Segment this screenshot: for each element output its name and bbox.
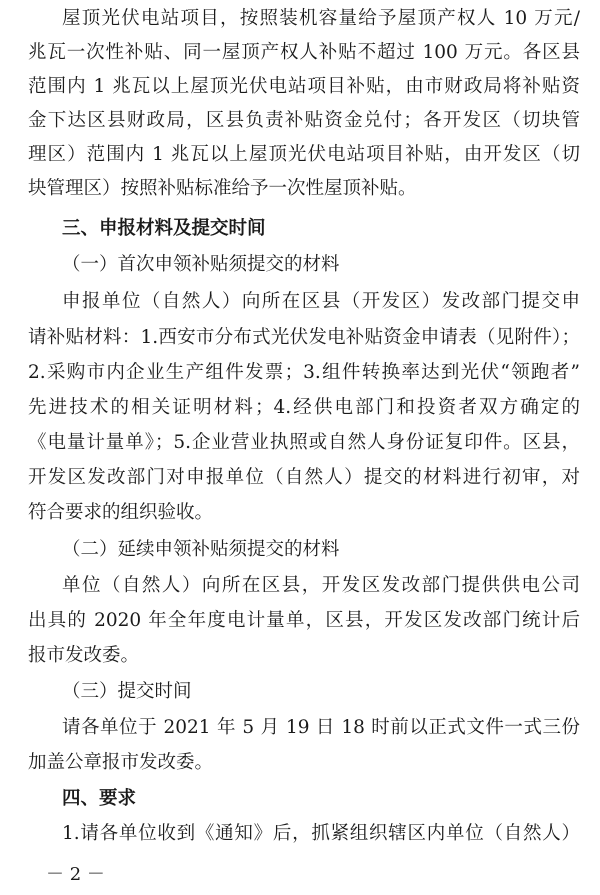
body-line: 《电量计量单》；5.企业营业执照或自然人身份证复印件。区县， (28, 432, 580, 453)
section-heading: 四、要求 (62, 788, 137, 809)
body-line: 申报单位（自然人）向所在区县（开发区）发改部门提交申 (62, 291, 580, 312)
body-line: 块管理区）按照补贴标准给予一次性屋顶补贴。 (28, 178, 417, 199)
body-line: 理区）范围内 1 兆瓦以上屋顶光伏电站项目补贴，由开发区（切 (28, 144, 580, 165)
body-line: 出具的 2020 年全年度电计量单，区县，开发区发改部门统计后 (28, 610, 580, 631)
body-line: 请各单位于 2021 年 5 月 19 日 18 时前以正式文件一式三份 (62, 717, 580, 738)
page-number: － 2 － (46, 864, 105, 885)
body-line: 兆瓦一次性补贴、同一屋顶产权人补贴不超过 100 万元。各区县 (28, 42, 580, 63)
subsection-heading: （一）首次申领补贴须提交的材料 (62, 254, 340, 275)
body-line: 金下达区县财政局，区县负责补贴资金兑付；各开发区（切块管 (28, 110, 580, 131)
body-line: 1.请各单位收到《通知》后，抓紧组织辖区内单位（自然人） (62, 823, 580, 844)
body-line: 符合要求的组织验收。 (28, 502, 214, 523)
body-line: 报市发改委。 (28, 645, 140, 666)
subsection-heading: （三）提交时间 (62, 681, 192, 702)
body-line: 加盖公章报市发改委。 (28, 752, 214, 773)
body-line: 单位（自然人）向所在区县，开发区发改部门提供供电公司 (62, 575, 580, 596)
body-line: 2.采购市内企业生产组件发票；3.组件转换率达到光伏“领跑者” (28, 362, 580, 383)
body-line: 先进技术的相关证明材料；4.经供电部门和投资者双方确定的 (28, 397, 580, 418)
body-line: 开发区发改部门对申报单位（自然人）提交的材料进行初审，对 (28, 467, 580, 488)
section-heading: 三、申报材料及提交时间 (62, 218, 266, 239)
subsection-heading: （二）延续申领补贴须提交的材料 (62, 539, 340, 560)
body-line: 范围内 1 兆瓦以上屋顶光伏电站项目补贴，由市财政局将补贴资 (28, 76, 580, 97)
body-line: 屋顶光伏电站项目，按照装机容量给予屋顶产权人 10 万元/ (62, 8, 580, 29)
body-line: 请补贴材料：1.西安市分布式光伏发电补贴资金申请表（见附件）； (28, 327, 580, 348)
